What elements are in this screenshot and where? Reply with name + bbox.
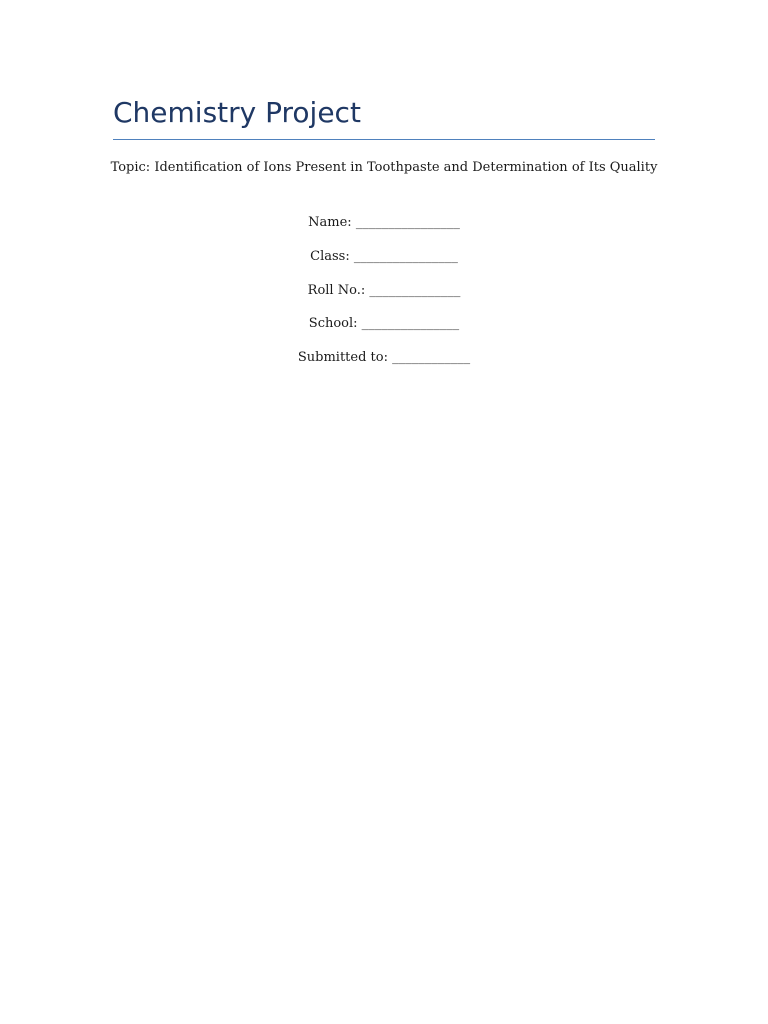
title-underline-divider [113, 139, 655, 140]
topic-line: Topic: Identification of Ions Present in Toothpaste and Determination of Its Quality [110, 160, 658, 175]
document-title: Chemistry Project [113, 96, 361, 129]
submitted-to-field-line: Submitted to: ____________ [297, 350, 471, 365]
name-field-line: Name: ________________ [308, 215, 460, 230]
school-field-line: School: _______________ [308, 316, 460, 331]
roll-no-field-line: Roll No.: ______________ [307, 283, 461, 298]
class-field-line: Class: ________________ [310, 249, 458, 264]
